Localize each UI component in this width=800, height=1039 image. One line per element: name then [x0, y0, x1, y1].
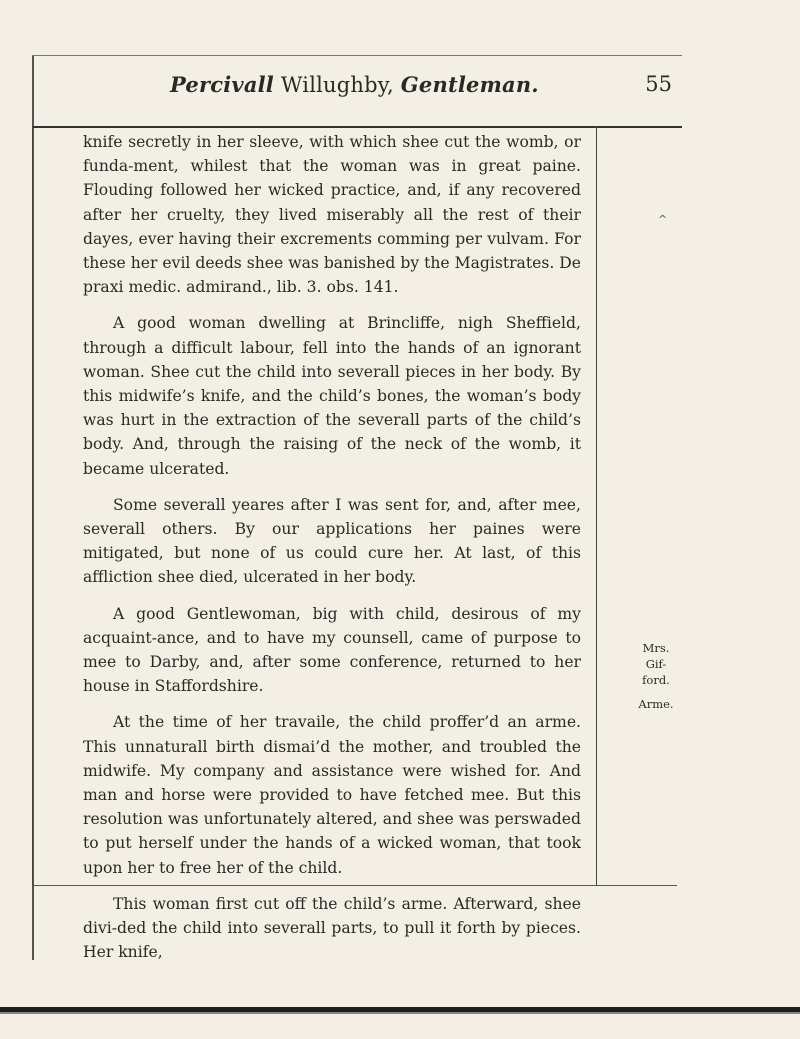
running-header — [32, 72, 682, 112]
paragraph: This woman first cut off the child’s arme. Afterward, shee divi-ded the child into severall parts, to pull it forth by pieces. Her knife, — [83, 894, 581, 962]
margin-note-line: Arme. — [638, 697, 674, 711]
paragraph: At the time of her travaile, the child proffer’d an arme. This unnaturall birth dismai’d the mother, and troubled the midwife. My company and assistance were wished for. And man and horse were provided to have fetched mee. But this resolution was unfortunately altered, and shee was perswaded to put herself under the hands of a wicked woman, that took upon her to free her of the child. — [83, 713, 581, 877]
page-number: 55 — [645, 72, 672, 96]
header-rule — [32, 126, 682, 128]
title-name: Percivall — [170, 72, 274, 97]
running-title — [170, 72, 539, 97]
scan-edge-shadow — [0, 1012, 800, 1014]
margin-note-line: ford. — [642, 673, 670, 687]
top-rule — [32, 55, 682, 56]
margin-note-line: Gif- — [645, 657, 667, 671]
title-surname: Willughby, — [273, 73, 401, 97]
stray-mark: ^ — [658, 213, 668, 226]
paragraph: A good woman dwelling at Brincliffe, nigh Sheffield, through a difficult labour, fell into the hands of an ignorant woman. Shee cut the child into severall pieces in her body. By this midwife’s knife, and the child’s bones, the woman’s body was hurt in the extraction of the severall parts of the child’s body. And, through the raising of the neck of the womb, it became ulcerated. — [83, 314, 581, 478]
title-rank: Gentleman. — [400, 72, 539, 97]
text-frame-left — [32, 126, 33, 886]
margin-note — [626, 640, 686, 712]
paragraph: knife secretly in her sleeve, with which shee cut the womb, or funda-ment, whilest that the woman was in great paine. Flouding followed her wicked practice, and, if any recovered after her cruelty, they lived miserably all the rest of their dayes, ever having their excrements comming per vulvam. For these her evil deeds shee was banished by the Magistrates. De praxi medic. admirand., lib. 3. obs. 141. — [83, 133, 581, 297]
body-text — [83, 130, 581, 965]
margin-note-line: Mrs. — [642, 641, 670, 655]
margin-column-divider — [596, 126, 597, 886]
paragraph: Some severall yeares after I was sent for, and, after mee, severall others. By our applications her paines were mitigated, but none of us could cure her. At last, of this affliction shee died, ulcerated in her body. — [83, 495, 581, 587]
paragraph: A good Gentlewoman, big with child, desirous of my acquaint-ance, and to have my counsell, came of purpose to mee to Darby, and, after some conference, returned to her house in Staffordshire. — [83, 604, 581, 696]
